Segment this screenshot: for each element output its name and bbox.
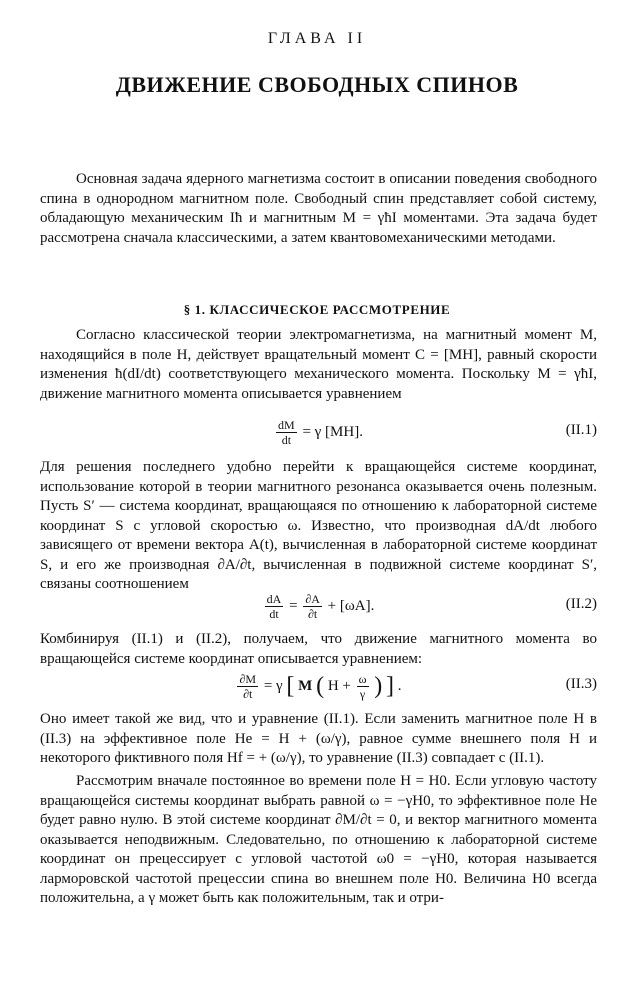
eq2-label: (II.2)	[565, 596, 597, 612]
eq2-rhs: + [ωA].	[327, 598, 375, 614]
eq3-open-bracket: [	[286, 673, 295, 699]
equation-II-1	[40, 412, 597, 450]
eq3-close-paren: )	[374, 673, 383, 699]
eq2-equals: =	[289, 598, 298, 614]
eq2-left-numerator: dA	[266, 592, 282, 606]
section-title: § 1. КЛАССИЧЕСКОЕ РАССМОТРЕНИЕ	[183, 302, 451, 317]
eq3-field-h: H +	[327, 678, 351, 694]
eq3-fraction	[237, 672, 258, 701]
eq2-right-denominator: ∂t	[307, 607, 318, 621]
eq1-fraction	[276, 418, 297, 447]
eq2-right-fraction	[303, 592, 322, 621]
paragraph-2: Для решения последнего удобно перейти к вращающейся системе координат, использование которой в теории магнитного резонанса оказывается очень полезным. Пусть S′ — система координат, вращающаяся по отношению к лабораторной системе координат S с угловой скоростью ω. Известно, что производная dA/dt любого зависящего от времени вектора A(t), вычисленная в лабораторной системе координат S, и его же производная ∂A/∂t, вычисленная в подвижной системе координат S′, связаны соотношением	[40, 459, 597, 592]
eq1-label: (II.1)	[565, 422, 597, 438]
eq1-denominator: dt	[281, 433, 292, 447]
eq3-numerator: ∂M	[239, 672, 257, 686]
eq3-omega-denominator: γ	[359, 687, 366, 701]
eq2-left-fraction	[265, 592, 284, 621]
eq2-right-numerator: ∂A	[305, 592, 320, 606]
eq3-omega-fraction	[357, 672, 369, 701]
paragraph-1: Согласно классической теории электромагнетизма, на магнитный момент M, находящийся в поле H, действует вращательный момент C = [MH], равный скорости изменения ħ(dI/dt) соответствующего механического момента. Поскольку M = γħI, движение магнитного момента описывается уравнением	[40, 327, 597, 402]
eq1-numerator: dM	[278, 418, 295, 432]
eq3-vector-m: M	[298, 678, 313, 694]
eq3-denominator: ∂t	[243, 687, 253, 701]
chapter-label: ГЛАВА II	[267, 30, 367, 47]
paragraph-3: Комбинируя (II.1) и (II.2), получаем, что движение магнитного момента во вращающейся системе координат описывается уравнением:	[40, 631, 597, 667]
eq3-label: (II.3)	[565, 676, 597, 692]
eq3-omega-numerator: ω	[358, 672, 367, 686]
intro-paragraph: Основная задача ядерного магнетизма состоит в описании поведения свободного спина в однородном магнитном поле. Свободный спин представляет собой систему, обладающую механическим Iħ и магнитным M = γħI моментами. Эта задача будет рассмотрена сначала классическими, а затем квантовомеханическими методами.	[40, 171, 597, 246]
eq3-period: .	[397, 678, 402, 694]
eq3-close-bracket: ]	[386, 673, 395, 699]
chapter-title: ДВИЖЕНИЕ СВОБОДНЫХ СПИНОВ	[115, 72, 519, 97]
equation-II-2	[40, 586, 597, 624]
paragraph-5: Рассмотрим вначале постоянное во времени поле H = H0. Если угловую частоту вращающейся системы координат выбрать равной ω = −γH0, то эффективное поле He будет равно нулю. В этой системе координат ∂M/∂t = 0, и вектор магнитного момента оказывается неподвижным. Следовательно, по отношению к лабораторной системе координат он прецессирует с угловой частотой ω0 = −γH0, которая называется ларморовской частотой прецессии спина во внешнем поле H0. Величина H0 всегда положительна, а γ может быть как положительным, так и отри-	[40, 773, 597, 906]
eq3-prefix: = γ	[263, 678, 283, 694]
eq3-open-paren: (	[316, 673, 325, 699]
eq2-left-denominator: dt	[269, 607, 279, 621]
equation-II-3	[40, 666, 597, 704]
paragraph-4: Оно имеет такой же вид, что и уравнение (II.1). Если заменить магнитное поле H в (II.3) на эффективное поле He = H + (ω/γ), равное сумме внешнего поля H и некоторого фиктивного поля Hf = + (ω/γ), то уравнение (II.3) совпадает с (II.1).	[40, 711, 597, 766]
eq1-rhs: = γ [MH].	[302, 424, 363, 440]
